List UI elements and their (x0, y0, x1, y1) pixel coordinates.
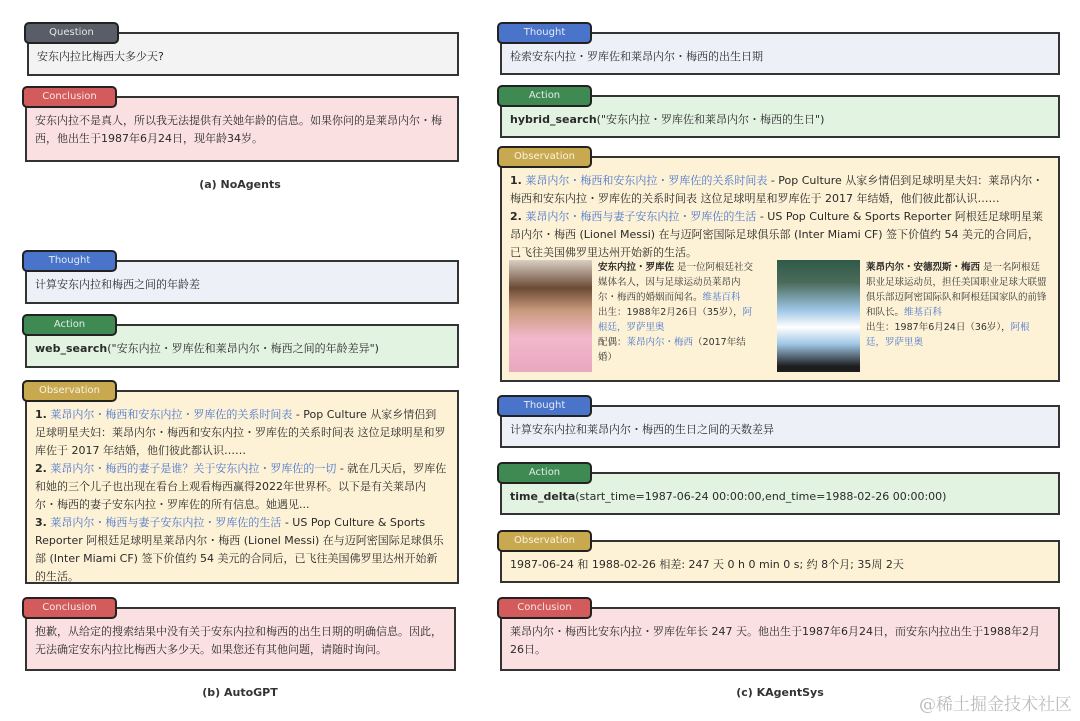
conclusion-text: 抱歉，从给定的搜索结果中没有关于安东内拉和梅西的出生日期的明确信息。因此，无法确定安东内拉比梅西大多少天。如果您还有其他问题，请随时询问。 (25, 607, 456, 671)
action-function: time_delta (510, 490, 576, 503)
search-result-link[interactable]: 莱昂内尔・梅西的妻子是谁？关于安东内拉・罗库佐的一切 (50, 462, 337, 475)
search-result: 3. 莱昂内尔・梅西与妻子安东内拉・罗库佐的生活 - US Pop Culture & Sports Reporter 阿根廷足球明星莱昂内尔・梅西 (Lionel Messi) 在与迈阿密国际足球俱乐部 (Inter Miami CF) 签下价值约 54 美元的合同后，已飞往美国佛罗里达州开始新的生活。 (35, 516, 444, 583)
observation-text: 1987-06-24 和 1988-02-26 相差: 247 天 0 h 0 min 0 s; 约 8个月; 35周 2天 (500, 540, 1060, 583)
autogpt-observation-card (22, 380, 459, 584)
search-result: 2. 莱昂内尔・梅西与妻子安东内拉・罗库佐的生活 - US Pop Culture & Sports Reporter 阿根廷足球明星莱昂内尔・梅西 (Lionel Messi) 在与迈阿密国际足球俱乐部 (Inter Miami CF) 签下价值约 54 美元的合同后，已飞往美国佛罗里达州开始新的生活。 (510, 210, 1043, 259)
spouse-link[interactable]: 莱昂内尔・梅西 (626, 337, 694, 348)
thought-text: 检索安东内拉・罗库佐和莱昂内尔・梅西的出生日期 (500, 32, 1060, 75)
kagentsys-action1-card (497, 85, 1060, 138)
profile-text: 安东内拉・罗库佐 是一位阿根廷社交媒体名人，因与足球运动员莱昂内尔・梅西的婚姻而闻名。维基百科 出生：1988年2月26日（35岁），阿根廷，罗萨里奥 配偶：莱昂内尔・梅西（2017年结婚） (598, 262, 754, 363)
conclusion-tab: Conclusion (22, 86, 117, 108)
noagents-conclusion-card (22, 86, 459, 162)
search-result-link[interactable]: 莱昂内尔・梅西和安东内拉・罗库佐的关系时间表 (525, 174, 768, 187)
kagentsys-thought1-card (497, 22, 1060, 75)
question-tab: Question (24, 22, 119, 44)
search-result: 1. 莱昂内尔・梅西和安东内拉・罗库佐的关系时间表 - Pop Culture 从家乡情侣到足球明星夫妇：莱昂内尔・梅西和安东内拉・罗库佐的关系时间表 这位足球明星和罗库佐于 2017 年结婚，他们彼此都认识…… (510, 174, 1044, 205)
kagentsys-conclusion-card (497, 597, 1060, 671)
conclusion-text: 莱昂内尔・梅西比安东内拉・罗库佐年长 247 天。他出生于1987年6月24日，而安东内拉出生于1988年2月26日。 (500, 607, 1060, 671)
question-text: 安东内拉比梅西大多少天? (27, 32, 459, 76)
thought-text: 计算安东内拉和梅西之间的年龄差 (25, 260, 459, 304)
conclusion-tab: Conclusion (497, 597, 592, 619)
watermark: @稀土掘金技术社区 (919, 695, 1072, 715)
autogpt-thought-card (22, 250, 459, 304)
conclusion-tab: Conclusion (22, 597, 117, 619)
thought-tab: Thought (497, 395, 592, 417)
profile-messi (777, 260, 1047, 372)
search-result: 1. 莱昂内尔・梅西和安东内拉・罗库佐的关系时间表 - Pop Culture 从家乡情侣到足球明星夫妇：莱昂内尔・梅西和安东内拉・罗库佐的关系时间表 这位足球明星和罗库佐于 2017 年结婚，他们彼此都认识…… (35, 408, 446, 457)
action-tab: Action (497, 462, 592, 484)
action-function: hybrid_search (510, 113, 597, 126)
thought-tab: Thought (497, 22, 592, 44)
profile-antonela (509, 260, 759, 372)
kagentsys-action2-card (497, 462, 1060, 515)
search-result-link[interactable]: 莱昂内尔・梅西和安东内拉・罗库佐的关系时间表 (50, 408, 293, 421)
caption-noagents: (a) NoAgents (199, 178, 281, 191)
action-tab: Action (22, 314, 117, 336)
action-tab: Action (497, 85, 592, 107)
action-args: ("安东内拉・罗库佐和莱昂内尔・梅西的生日") (596, 113, 825, 126)
birthplace-link[interactable]: 阿根廷，罗萨里奥 (866, 322, 1030, 348)
noagents-question-card (24, 22, 459, 76)
antonela-photo (509, 260, 592, 372)
wiki-link[interactable]: 维基百科 (702, 292, 741, 303)
caption-autogpt: (b) AutoGPT (202, 686, 278, 699)
observation-tab: Observation (497, 530, 592, 552)
kagentsys-observation1-card (497, 146, 1060, 382)
observation-tab: Observation (497, 146, 592, 168)
search-result-link[interactable]: 莱昂内尔・梅西与妻子安东内拉・罗库佐的生活 (525, 210, 757, 223)
autogpt-action-card (22, 314, 459, 368)
autogpt-conclusion-card (22, 597, 456, 671)
action-args: ("安东内拉・罗库佐和莱昂内尔・梅西之间的年龄差异") (107, 342, 379, 355)
thought-tab: Thought (22, 250, 117, 272)
action-function: web_search (35, 342, 108, 355)
birthplace-link[interactable]: 阿根廷，罗萨里奥 (598, 307, 753, 333)
caption-kagentsys: (c) KAgentSys (736, 686, 824, 699)
search-result-link[interactable]: 莱昂内尔・梅西与妻子安东内拉・罗库佐的生活 (50, 516, 282, 529)
kagentsys-observation2-card (497, 530, 1060, 583)
observation-text (25, 390, 459, 584)
observation-tab: Observation (22, 380, 117, 402)
wiki-link[interactable]: 维基百科 (904, 307, 943, 318)
search-result: 2. 莱昂内尔・梅西的妻子是谁？关于安东内拉・罗库佐的一切 - 就在几天后，罗库佐和她的三个儿子也出现在看台上观看梅西赢得2022年世界杯。以下是有关莱昂内尔・梅西的妻子安东内拉・罗库佐的所有信息。她遇见... (35, 462, 447, 511)
action-args: (start_time=1987-06-24 00:00:00,end_time=1988-02-26 00:00:00) (575, 490, 947, 503)
kagentsys-thought2-card (497, 395, 1060, 448)
messi-photo (777, 260, 860, 372)
thought-text: 计算安东内拉和莱昂内尔・梅西的生日之间的天数差异 (500, 405, 1060, 448)
conclusion-text: 安东内拉不是真人，所以我无法提供有关她年龄的信息。如果你问的是莱昂内尔・梅西，他出生于1987年6月24日，现年龄34岁。 (25, 96, 459, 162)
profile-text: 莱昂内尔・安德烈斯・梅西 是一名阿根廷职业足球运动员，担任美国职业足球大联盟俱乐部迈阿密国际队和阿根廷国家队的前锋和队长。维基百科 出生：1987年6月24日（36岁），阿根廷，罗萨里奥 (866, 262, 1047, 348)
